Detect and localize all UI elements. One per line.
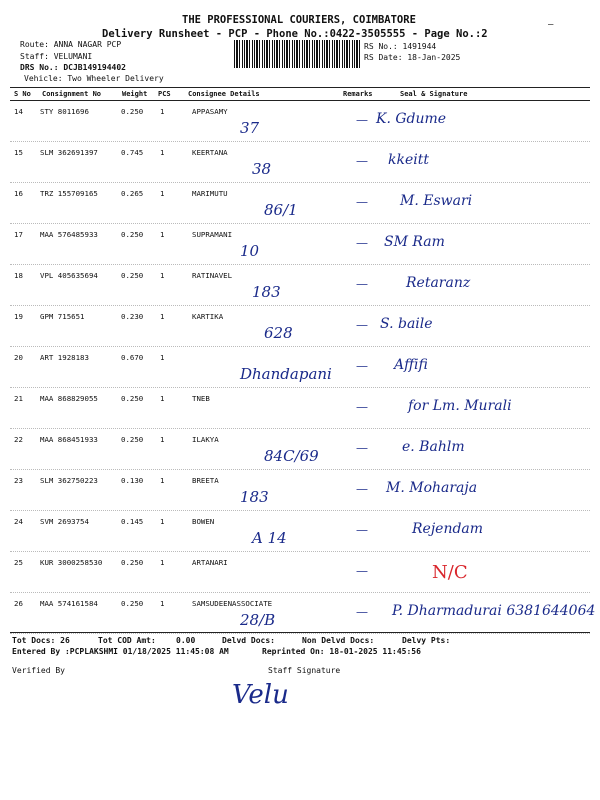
row-weight: 0.265	[121, 189, 144, 198]
row-dash-mark: —	[356, 236, 368, 250]
row-handwritten-note: 183	[240, 488, 269, 506]
row-consignee: MARIMUTU	[192, 189, 228, 198]
row-consignment-no: GPM 715651	[40, 312, 85, 321]
row-divider	[10, 510, 590, 511]
row-weight: 0.250	[121, 107, 144, 116]
table-header-rule	[10, 100, 590, 101]
row-pcs: 1	[160, 271, 165, 280]
col-sno: S No	[14, 90, 31, 98]
row-sno: 15	[14, 148, 23, 157]
tot-cod-amount: 0.00	[176, 636, 196, 645]
row-consignment-no: KUR 3000258530	[40, 558, 103, 567]
row-divider	[10, 141, 590, 142]
reprinted-on: Reprinted On: 18-01-2025 11:45:56	[262, 647, 421, 656]
row-handwritten-note: 628	[264, 324, 293, 342]
row-divider	[10, 264, 590, 265]
row-pcs: 1	[160, 148, 165, 157]
row-sno: 18	[14, 271, 23, 280]
staff-label: Staff: VELUMANI	[20, 52, 93, 61]
row-pcs: 1	[160, 476, 165, 485]
row-consignee: ILAKYA	[192, 435, 219, 444]
row-consignment-no: MAA 868451933	[40, 435, 98, 444]
row-seal-signature: Retaranz	[406, 275, 471, 291]
row-sno: 19	[14, 312, 23, 321]
row-dash-mark: —	[356, 441, 368, 455]
col-seal: Seal & Signature	[400, 90, 468, 98]
row-divider	[10, 592, 590, 593]
runsheet-subtitle: Delivery Runsheet - PCP - Phone No.:0422-3505555 - Page No.:2	[102, 28, 488, 40]
row-sno: 24	[14, 517, 23, 526]
row-seal-signature: M. Eswari	[400, 193, 473, 209]
row-dash-mark: —	[356, 154, 368, 168]
row-consignment-no: STY 8011696	[40, 107, 89, 116]
row-dash-mark: —	[356, 277, 368, 291]
row-dash-mark: —	[356, 482, 368, 496]
row-seal-signature: P. Dharmadurai 6381644064	[392, 603, 596, 619]
verified-by: Verified By	[12, 666, 65, 675]
staff-signature-label: Staff Signature	[268, 666, 341, 675]
drs-number: DRS No.: DCJB149194402	[20, 63, 126, 72]
row-dash-mark: —	[356, 605, 368, 619]
row-consignment-no: MAA 574161584	[40, 599, 98, 608]
row-dash-mark: —	[356, 400, 368, 414]
route-label: Route: ANNA NAGAR PCP	[20, 40, 122, 49]
staff-signature: Velu	[232, 680, 289, 710]
row-sno: 25	[14, 558, 23, 567]
row-consignee: APPASAMY	[192, 107, 228, 116]
rs-date: RS Date: 18-Jan-2025	[364, 53, 461, 62]
non-delvd-docs: Non Delvd Docs:	[302, 636, 375, 645]
row-pcs: 1	[160, 394, 165, 403]
row-seal-signature: e. Bahlm	[402, 439, 465, 455]
row-sno: 22	[14, 435, 23, 444]
row-consignment-no: SVM 2693754	[40, 517, 89, 526]
row-consignee: TNEB	[192, 394, 210, 403]
table-top-rule	[10, 87, 590, 88]
row-sno: 14	[14, 107, 23, 116]
row-handwritten-note: Dhandapani	[240, 365, 332, 383]
col-consignment: Consignment No	[42, 90, 102, 98]
row-sno: 21	[14, 394, 23, 403]
row-weight: 0.230	[121, 312, 144, 321]
row-handwritten-note: 10	[240, 242, 260, 260]
col-remarks: Remarks	[343, 90, 373, 98]
row-divider	[10, 305, 590, 306]
row-pcs: 1	[160, 353, 165, 362]
row-consignment-no: MAA 576485933	[40, 230, 98, 239]
row-seal-signature: SM Ram	[384, 234, 445, 250]
row-pcs: 1	[160, 517, 165, 526]
row-seal-signature: S. baile	[380, 316, 433, 332]
row-divider	[10, 346, 590, 347]
barcode	[234, 40, 360, 68]
row-weight: 0.130	[121, 476, 144, 485]
row-consignee: KARTIKA	[192, 312, 224, 321]
row-seal-signature: Affifi	[394, 357, 428, 373]
row-sno: 20	[14, 353, 23, 362]
row-consignment-no: ART 1928183	[40, 353, 89, 362]
row-pcs: 1	[160, 312, 165, 321]
row-weight: 0.250	[121, 435, 144, 444]
row-dash-mark: —	[356, 113, 368, 127]
row-consignment-no: SLM 362691397	[40, 148, 98, 157]
row-seal-signature: for Lm. Murali	[408, 398, 512, 414]
table-bottom-rule	[10, 632, 590, 633]
row-seal-signature: K. Gdume	[376, 111, 447, 127]
row-seal-signature: N/C	[432, 562, 468, 583]
row-divider	[10, 633, 590, 634]
row-divider	[10, 551, 590, 552]
row-consignee: KEERTANA	[192, 148, 228, 157]
row-consignee: SAMSUDEENASSOCIATE	[192, 599, 273, 608]
row-dash-mark: —	[356, 359, 368, 373]
row-consignment-no: MAA 868829055	[40, 394, 98, 403]
row-dash-mark: —	[356, 318, 368, 332]
row-divider	[10, 387, 590, 388]
row-pcs: 1	[160, 107, 165, 116]
vehicle-label: Vehicle: Two Wheeler Delivery	[24, 74, 164, 83]
row-handwritten-note: 86/1	[264, 201, 298, 219]
row-dash-mark: —	[356, 195, 368, 209]
row-consignee: RATINAVEL	[192, 271, 233, 280]
row-handwritten-note: 183	[252, 283, 281, 301]
row-handwritten-note: 84C/69	[264, 447, 319, 465]
row-dash-mark: —	[356, 523, 368, 537]
col-weight: Weight	[122, 90, 148, 98]
row-consignee: BOWEN	[192, 517, 215, 526]
row-consignee: SUPRAMANI	[192, 230, 233, 239]
col-pcs: PCS	[158, 90, 171, 98]
row-handwritten-note: 37	[240, 119, 260, 137]
row-consignee: ARTANARI	[192, 558, 228, 567]
delvd-docs: Delvd Docs:	[222, 636, 275, 645]
row-pcs: 1	[160, 599, 165, 608]
row-weight: 0.250	[121, 230, 144, 239]
row-seal-signature: kkeitt	[388, 152, 429, 168]
row-weight: 0.745	[121, 148, 144, 157]
row-sno: 16	[14, 189, 23, 198]
tot-docs: Tot Docs: 26	[12, 636, 70, 645]
row-weight: 0.250	[121, 271, 144, 280]
row-pcs: 1	[160, 558, 165, 567]
row-handwritten-note: 38	[252, 160, 272, 178]
row-consignment-no: TRZ 155709165	[40, 189, 98, 198]
row-handwritten-note: 28/B	[240, 611, 276, 629]
row-sno: 26	[14, 599, 23, 608]
row-weight: 0.145	[121, 517, 144, 526]
row-handwritten-note: A 14	[252, 529, 287, 547]
col-consignee: Consignee Details	[188, 90, 260, 98]
company-title: THE PROFESSIONAL COURIERS, COIMBATORE	[182, 14, 416, 26]
rs-number: RS No.: 1491944	[364, 42, 437, 51]
row-divider	[10, 469, 590, 470]
tot-cod-label: Tot COD Amt:	[98, 636, 156, 645]
row-divider	[10, 223, 590, 224]
row-sno: 17	[14, 230, 23, 239]
entered-by: Entered By :PCPLAKSHMI 01/18/2025 11:45:08 AM	[12, 647, 229, 656]
row-divider	[10, 182, 590, 183]
row-sno: 23	[14, 476, 23, 485]
row-weight: 0.250	[121, 599, 144, 608]
row-weight: 0.250	[121, 394, 144, 403]
row-consignment-no: SLM 362750223	[40, 476, 98, 485]
dash-mark: —	[548, 20, 554, 30]
row-pcs: 1	[160, 230, 165, 239]
row-pcs: 1	[160, 189, 165, 198]
row-dash-mark: —	[356, 564, 368, 578]
row-weight: 0.670	[121, 353, 144, 362]
row-consignee: BREETA	[192, 476, 219, 485]
row-divider	[10, 428, 590, 429]
row-seal-signature: M. Moharaja	[386, 480, 478, 496]
row-seal-signature: Rejendam	[412, 521, 484, 537]
row-pcs: 1	[160, 435, 165, 444]
row-weight: 0.250	[121, 558, 144, 567]
delvy-pts: Delvy Pts:	[402, 636, 451, 645]
row-consignment-no: VPL 405635694	[40, 271, 98, 280]
